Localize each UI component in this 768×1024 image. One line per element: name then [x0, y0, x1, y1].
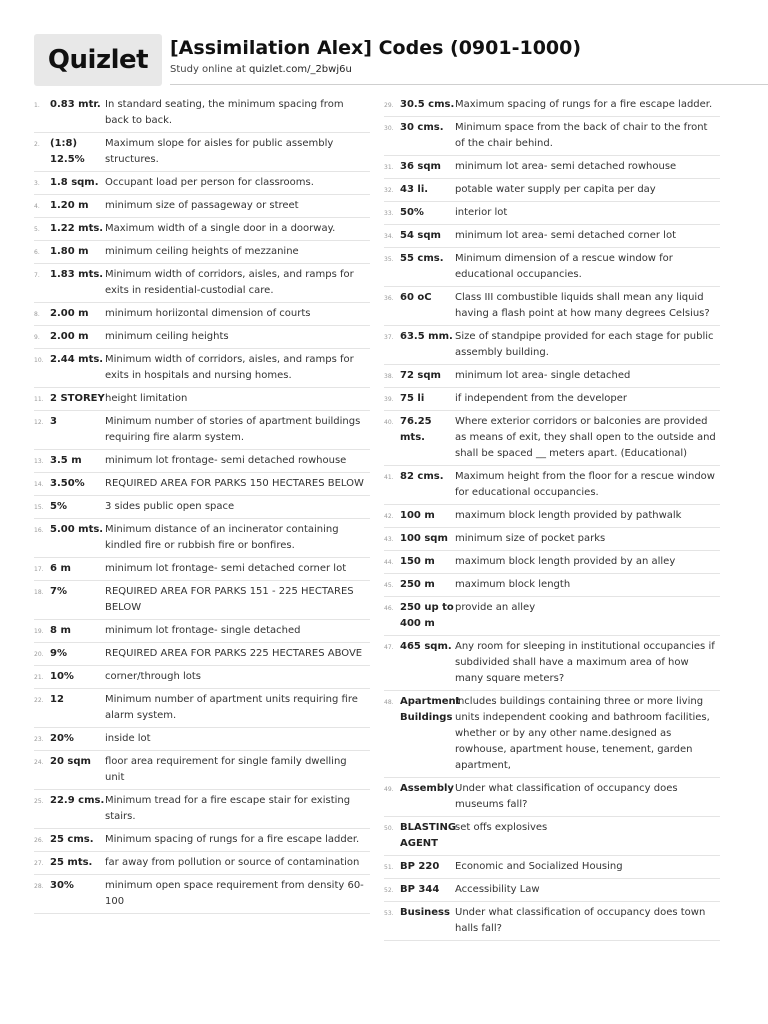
term-text: 1.80 m — [50, 246, 89, 257]
definition-text: minimum ceiling heights — [105, 331, 229, 342]
definition-text: Minimum width of corridors, aisles, and ramps for exits in residential-custodial care. — [105, 269, 354, 296]
definition-text: set offs explosives — [455, 822, 548, 833]
term-text: 36 sqm — [400, 161, 441, 172]
definition-text: Minimum space from the back of chair to the front of the chair behind. — [455, 122, 708, 149]
definition-text: Where exterior corridors or balconies are provided as means of exit, they shall open to the outside and shall be spaced __ meters apart. (Educational) — [455, 416, 716, 459]
definition-text: Maximum slope for aisles for public assembly structures. — [105, 138, 334, 165]
definition-text: minimum size of pocket parks — [455, 533, 606, 544]
definition-text: minimum ceiling heights of mezzanine — [105, 246, 299, 257]
term-row — [34, 473, 370, 496]
item-number: 49. — [384, 786, 394, 793]
item-number: 16. — [34, 527, 44, 534]
term-row — [34, 450, 370, 473]
definition-text: minimum lot frontage- semi detached corner lot — [105, 563, 347, 574]
item-number: 26. — [34, 837, 44, 844]
item-number: 6. — [34, 249, 40, 256]
item-number: 33. — [384, 210, 394, 217]
term-row — [384, 574, 720, 597]
term-text: 12 — [50, 694, 64, 705]
term-text: 10% — [50, 671, 74, 682]
definition-text: Under what classification of occupancy does museums fall? — [455, 783, 678, 810]
term-row — [34, 751, 370, 790]
item-number: 15. — [34, 504, 44, 511]
definition-text: height limitation — [105, 393, 188, 404]
term-text: 76.25 mts. — [400, 416, 432, 443]
item-number: 36. — [384, 295, 394, 302]
term-text: 72 sqm — [400, 370, 441, 381]
term-text: 25 cms. — [50, 834, 94, 845]
term-row — [384, 505, 720, 528]
item-number: 24. — [34, 759, 44, 766]
item-number: 31. — [384, 164, 394, 171]
item-number: 23. — [34, 736, 44, 743]
term-text: Business — [400, 907, 450, 918]
term-row — [34, 620, 370, 643]
item-number: 30. — [384, 125, 394, 132]
document-title: [Assimilation Alex] Codes (0901-1000) — [170, 37, 582, 59]
term-row — [34, 411, 370, 450]
item-number: 32. — [384, 187, 394, 194]
item-number: 51. — [384, 864, 394, 871]
term-row — [384, 326, 720, 365]
term-row — [34, 264, 370, 303]
definition-text: maximum block length provided by an alley — [455, 556, 676, 567]
term-row — [384, 856, 720, 879]
term-text: Assembly — [400, 783, 454, 794]
term-text: BP 220 — [400, 861, 440, 872]
term-row — [34, 829, 370, 852]
term-text: 0.83 mtr. — [50, 99, 101, 110]
term-row — [384, 879, 720, 902]
term-row — [34, 349, 370, 388]
subtitle-prefix: Study online at — [170, 64, 249, 75]
term-row — [34, 875, 370, 914]
item-number: 35. — [384, 256, 394, 263]
item-number: 25. — [34, 798, 44, 805]
term-row — [34, 790, 370, 829]
item-number: 50. — [384, 825, 394, 832]
item-number: 43. — [384, 536, 394, 543]
item-number: 3. — [34, 180, 40, 187]
definition-text: Maximum width of a single door in a doorway. — [105, 223, 336, 234]
item-number: 8. — [34, 311, 40, 318]
item-number: 20. — [34, 651, 44, 658]
term-row — [384, 551, 720, 574]
item-number: 5. — [34, 226, 40, 233]
definition-text: interior lot — [455, 207, 508, 218]
term-text: 100 m — [400, 510, 435, 521]
term-row — [384, 365, 720, 388]
term-text: 63.5 mm. — [400, 331, 453, 342]
definition-text: Maximum height from the floor for a rescue window for educational occupancies. — [455, 471, 715, 498]
term-row — [384, 225, 720, 248]
item-number: 52. — [384, 887, 394, 894]
term-row — [34, 558, 370, 581]
term-row — [34, 581, 370, 620]
left-column — [34, 94, 370, 914]
term-row — [34, 218, 370, 241]
term-text: 30 cms. — [400, 122, 444, 133]
item-number: 10. — [34, 357, 44, 364]
term-text: 465 sqm. — [400, 641, 452, 652]
item-number: 44. — [384, 559, 394, 566]
definition-text: minimum open space requirement from density 60-100 — [105, 880, 364, 907]
item-number: 40. — [384, 419, 394, 426]
term-text: 8 m — [50, 625, 71, 636]
term-text: 2.00 m — [50, 308, 89, 319]
term-row — [384, 817, 720, 856]
term-row — [384, 528, 720, 551]
definition-text: Includes buildings containing three or more living units independent cooking and bathroom facilities, whether or by any other name.designed as rowhouse, apartment house, tenement, garden apartment, — [455, 696, 710, 771]
item-number: 42. — [384, 513, 394, 520]
definition-text: Minimum distance of an incinerator containing kindled fire or rubbish fire or bonfires. — [105, 524, 339, 551]
term-text: 54 sqm — [400, 230, 441, 241]
term-row — [34, 728, 370, 751]
term-text: 2 STOREY — [50, 393, 105, 404]
definition-text: 3 sides public open space — [105, 501, 235, 512]
term-text: Apartment Buildings — [400, 696, 461, 723]
term-row — [384, 466, 720, 505]
term-text: 1.20 m — [50, 200, 89, 211]
item-number: 39. — [384, 396, 394, 403]
definition-text: inside lot — [105, 733, 151, 744]
definition-text: floor area requirement for single family dwelling unit — [105, 756, 347, 783]
term-text: 1.83 mts. — [50, 269, 104, 280]
term-text: 20% — [50, 733, 74, 744]
definition-text: In standard seating, the minimum spacing from back to back. — [105, 99, 344, 126]
term-text: 250 m — [400, 579, 435, 590]
term-text: 30% — [50, 880, 74, 891]
term-text: 25 mts. — [50, 857, 93, 868]
quizlet-logo[interactable]: Quizlet — [34, 34, 162, 86]
definition-text: far away from pollution or source of contamination — [105, 857, 360, 868]
header-divider — [170, 84, 768, 85]
term-text: BP 344 — [400, 884, 440, 895]
item-number: 46. — [384, 605, 394, 612]
term-row — [34, 303, 370, 326]
definition-text: Class III combustible liquids shall mean any liquid having a flash point at how many degrees Celsius? — [455, 292, 710, 319]
item-number: 13. — [34, 458, 44, 465]
term-row — [34, 326, 370, 349]
term-text: BLASTING AGENT — [400, 822, 457, 849]
term-text: 1.8 sqm. — [50, 177, 99, 188]
term-row — [384, 179, 720, 202]
definition-text: minimum size of passageway or street — [105, 200, 299, 211]
term-row — [384, 902, 720, 941]
definition-text: minimum lot area- single detached — [455, 370, 631, 381]
item-number: 27. — [34, 860, 44, 867]
term-text: 20 sqm — [50, 756, 91, 767]
definition-text: Maximum spacing of rungs for a fire escape ladder. — [455, 99, 713, 110]
term-text: 2.44 mts. — [50, 354, 104, 365]
item-number: 53. — [384, 910, 394, 917]
definition-text: if independent from the developer — [455, 393, 627, 404]
term-row — [34, 689, 370, 728]
right-column — [384, 94, 720, 941]
term-row — [34, 852, 370, 875]
definition-text: Any room for sleeping in institutional occupancies if subdivided shall have a maximum area of how many square meters? — [455, 641, 715, 684]
definition-text: REQUIRED AREA FOR PARKS 150 HECTARES BELOW — [105, 478, 364, 489]
term-text: 82 cms. — [400, 471, 444, 482]
item-number: 14. — [34, 481, 44, 488]
term-row — [384, 388, 720, 411]
item-number: 22. — [34, 697, 44, 704]
term-row — [34, 643, 370, 666]
definition-text: maximum block length provided by pathwalk — [455, 510, 682, 521]
term-text: 7% — [50, 586, 67, 597]
term-row — [384, 248, 720, 287]
term-text: 250 up to 400 m — [400, 602, 454, 629]
definition-text: REQUIRED AREA FOR PARKS 151 - 225 HECTARES BELOW — [105, 586, 354, 613]
term-row — [384, 691, 720, 778]
item-number: 1. — [34, 102, 40, 109]
item-number: 11. — [34, 396, 44, 403]
definition-text: minimum horiizontal dimension of courts — [105, 308, 311, 319]
definition-text: maximum block length — [455, 579, 571, 590]
term-text: 75 li — [400, 393, 425, 404]
item-number: 37. — [384, 334, 394, 341]
definition-text: potable water supply per capita per day — [455, 184, 656, 195]
definition-text: Minimum number of stories of apartment buildings requiring fire alarm system. — [105, 416, 361, 443]
term-text: 3.50% — [50, 478, 85, 489]
term-row — [384, 597, 720, 636]
definition-text: Under what classification of occupancy does town halls fall? — [455, 907, 706, 934]
item-number: 18. — [34, 589, 44, 596]
term-text: (1:8) 12.5% — [50, 138, 85, 165]
item-number: 28. — [34, 883, 44, 890]
term-row — [34, 666, 370, 689]
item-number: 9. — [34, 334, 40, 341]
term-text: 3 — [50, 416, 57, 427]
definition-text: Minimum spacing of rungs for a fire escape ladder. — [105, 834, 360, 845]
term-row — [384, 94, 720, 117]
item-number: 38. — [384, 373, 394, 380]
term-text: 5% — [50, 501, 67, 512]
definition-text: minimum lot frontage- semi detached rowhouse — [105, 455, 347, 466]
term-text: 3.5 m — [50, 455, 82, 466]
term-text: 9% — [50, 648, 67, 659]
item-number: 41. — [384, 474, 394, 481]
definition-text: Size of standpipe provided for each stage for public assembly building. — [455, 331, 714, 358]
term-text: 1.22 mts. — [50, 223, 104, 234]
term-text: 43 li. — [400, 184, 429, 195]
item-number: 48. — [384, 699, 394, 706]
term-row — [34, 496, 370, 519]
definition-text: corner/through lots — [105, 671, 202, 682]
definition-text: Occupant load per person for classrooms. — [105, 177, 314, 188]
term-text: 5.00 mts. — [50, 524, 104, 535]
item-number: 21. — [34, 674, 44, 681]
definition-text: minimum lot area- semi detached corner lot — [455, 230, 676, 241]
item-number: 19. — [34, 628, 44, 635]
item-number: 2. — [34, 141, 40, 148]
term-text: 6 m — [50, 563, 71, 574]
definition-text: Minimum tread for a fire escape stair for existing stairs. — [105, 795, 351, 822]
term-row — [384, 778, 720, 817]
definition-text: provide an alley — [455, 602, 536, 613]
item-number: 4. — [34, 203, 40, 210]
page-header — [34, 34, 734, 86]
term-text: 2.00 m — [50, 331, 89, 342]
definition-text: Minimum dimension of a rescue window for educational occupancies. — [455, 253, 673, 280]
term-row — [384, 202, 720, 225]
definition-text: minimum lot frontage- single detached — [105, 625, 301, 636]
term-text: 22.9 cms. — [50, 795, 105, 806]
item-number: 7. — [34, 272, 40, 279]
item-number: 34. — [384, 233, 394, 240]
definition-text: minimum lot area- semi detached rowhouse — [455, 161, 677, 172]
definition-text: Economic and Socialized Housing — [455, 861, 623, 872]
title-block — [170, 36, 581, 75]
term-text: 60 oC — [400, 292, 432, 303]
definition-text: REQUIRED AREA FOR PARKS 225 HECTARES ABOVE — [105, 648, 363, 659]
item-number: 12. — [34, 419, 44, 426]
item-number: 29. — [384, 102, 394, 109]
definition-text: Accessibility Law — [455, 884, 540, 895]
term-row — [384, 117, 720, 156]
definition-text: Minimum number of apartment units requiring fire alarm system. — [105, 694, 358, 721]
definition-text: Minimum width of corridors, aisles, and ramps for exits in hospitals and nursing homes. — [105, 354, 354, 381]
term-text: 55 cms. — [400, 253, 444, 264]
term-text: 30.5 cms. — [400, 99, 455, 110]
term-row — [34, 519, 370, 558]
item-number: 17. — [34, 566, 44, 573]
term-text: 50% — [400, 207, 424, 218]
term-row — [384, 156, 720, 179]
term-row — [34, 172, 370, 195]
term-row — [384, 636, 720, 691]
term-row — [34, 241, 370, 264]
item-number: 47. — [384, 644, 394, 651]
term-text: 150 m — [400, 556, 435, 567]
term-text: 100 sqm — [400, 533, 448, 544]
term-row — [34, 195, 370, 218]
term-row — [34, 388, 370, 411]
study-link[interactable]: quizlet.com/_2bwj6u — [248, 64, 352, 75]
term-row — [34, 133, 370, 172]
term-row — [34, 94, 370, 133]
term-row — [384, 287, 720, 326]
term-row — [384, 411, 720, 466]
document-subtitle — [170, 64, 581, 75]
item-number: 45. — [384, 582, 394, 589]
